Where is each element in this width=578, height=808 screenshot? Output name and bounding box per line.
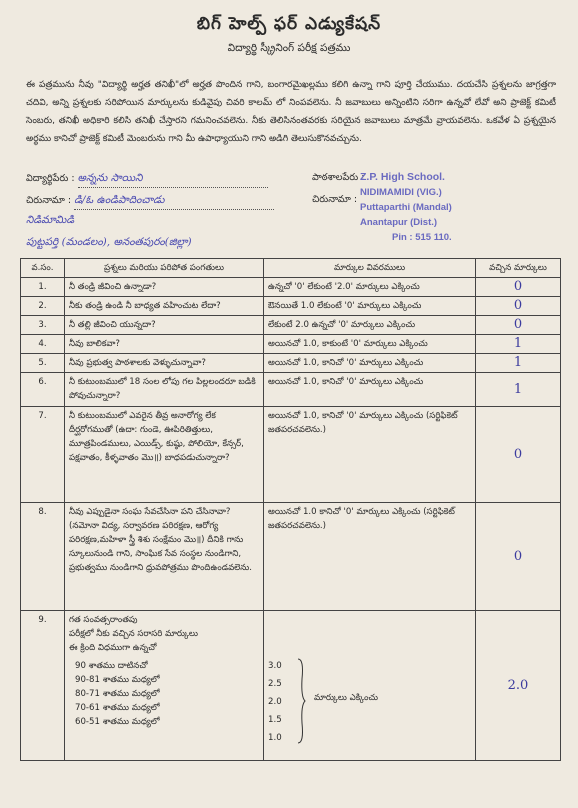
q9-line: పరీక్షలో నీకు వచ్చిన సరాసరి మార్కులు — [69, 629, 198, 639]
criteria-table — [20, 258, 561, 761]
row-marks: లేకుంటే 2.0 ఉన్నచో '0' మార్కులు ఎక్కించు — [264, 316, 476, 335]
row-number: 5. — [21, 354, 65, 373]
row-given-mark[interactable]: 0 — [476, 297, 561, 316]
stamp-line-2: NIDIMAMIDI (VIG.) — [360, 187, 442, 198]
row-number: 9. — [21, 611, 65, 761]
stamp-line-4: Anantapur (Dist.) — [360, 217, 438, 228]
header-given: వచ్చిన మార్కులు — [476, 259, 561, 278]
row-number: 2. — [21, 297, 65, 316]
table-row — [21, 297, 561, 316]
row-question: నీవు ఎప్పుడైనా సంఘ సేవచేసినా పని చేసినావా? (నమోనా విద్య, సర్వావరణ పరిరక్షణ, ఆరోగ్య పరిరక్షణ,మహిళా స్త్రీ శిశు సంక్షేమం మొ॥) దీనికి గాను స్కూలునుండి గాని, సాంఘిక సేవ సంస్థల నుండిగాని, ప్రభుత్వము నుండిగాని ధ్రువపోత్రము పొందిఉండవలెను. — [65, 503, 264, 611]
row-question: నీకు తండ్రి ఉండి నీ బాధ్యత వహించుట లేదా? — [65, 297, 264, 316]
grade-band: 90-81 శాతము మధ్యలో — [75, 675, 160, 685]
grade-band: 70-61 శాతము మధ్యలో — [75, 703, 160, 713]
row-given-mark[interactable]: 0 — [476, 316, 561, 335]
row-marks: అయినచో 1.0 కానిచో '0' మార్కులు ఎక్కించు (సర్టిఫికెట్ జతపరచవలెను.) — [264, 503, 476, 611]
table-row — [21, 278, 561, 297]
form-subtitle: విద్యార్థి స్క్రీనింగ్ పరీక్ష పత్రము — [227, 42, 351, 54]
student-name-value: అన్నను సాయిని — [78, 172, 268, 188]
row-marks: అయినచో 1.0, కానిచో '0' మార్కులు ఎక్కించు — [264, 373, 476, 407]
row-question: నీ కుటుంబములో 18 సంల లోపు గల పిల్లలందరూ బడికి పోవుచున్నారా? — [65, 373, 264, 407]
row-marks: అయినచో 1.0, కానిచో '0' మార్కులు ఎక్కించు — [264, 354, 476, 373]
row-number: 4. — [21, 335, 65, 354]
table-row — [21, 373, 561, 407]
score-instruction: మార్కులు ఎక్కించు — [314, 693, 379, 703]
table-row — [21, 354, 561, 373]
row-marks: ఉన్నచో '0' లేకుంటే '2.0' మార్కులు ఎక్కించు — [264, 278, 476, 297]
score-scale — [268, 657, 471, 747]
q9-line: గత సంవత్సరాంతపు — [69, 615, 138, 625]
row-question-9 — [65, 611, 264, 761]
student-name-label: విద్యార్థిపేరు : — [26, 173, 75, 184]
village-value: నిడిమామిడి — [26, 214, 75, 226]
row-number: 6. — [21, 373, 65, 407]
row-question: నీవు ప్రభుత్వ పాఠశాలకు వెళ్ళుచున్నావా? — [65, 354, 264, 373]
header-no: వ.సం. — [21, 259, 65, 278]
row-number: 1. — [21, 278, 65, 297]
q9-line: ఈ క్రింది విధముగా ఉన్నచో — [69, 643, 157, 653]
row-given-mark[interactable]: 0 — [476, 503, 561, 611]
table-row — [21, 503, 561, 611]
row-marks: ఔనయితే 1.0 లేకుంటే '0' మార్కులు ఎక్కించు — [264, 297, 476, 316]
row-number: 3. — [21, 316, 65, 335]
table-row — [21, 407, 561, 503]
address-field[interactable] — [26, 194, 274, 210]
score-value: 2.0 — [268, 697, 282, 707]
stamp-line-3: Puttaparthi (Mandal) — [360, 202, 452, 213]
stamp-line-5: Pin : 515 110. — [392, 232, 452, 243]
table-row — [21, 316, 561, 335]
row-marks: అయినచో 1.0, కాకుంటే '0' మార్కులు ఎక్కించు — [264, 335, 476, 354]
grade-band: 90 శాతము దాటినచో — [75, 661, 148, 671]
row-marks: అయినచో 1.0, కానిచో '0' మార్కులు ఎక్కించు (సర్టిఫికెట్ జతపరచవలెను.) — [264, 407, 476, 503]
brace-icon — [296, 657, 306, 745]
mandal-value: పుట్టపర్తి (మండలం), అనంతపురం(జిల్లా) — [26, 236, 192, 248]
score-value: 2.5 — [268, 679, 282, 689]
score-value: 1.5 — [268, 715, 282, 725]
row-number: 8. — [21, 503, 65, 611]
table-row — [21, 611, 561, 761]
address2-label: చిరునామా : — [312, 194, 358, 205]
address-label: చిరునామా : — [26, 195, 72, 206]
form-title: బిగ్ హెల్ప్ ఫర్ ఎడ్యుకేషన్ — [196, 14, 382, 34]
school-stamp — [360, 170, 500, 245]
table-row — [21, 335, 561, 354]
row-given-mark[interactable]: 1 — [476, 335, 561, 354]
row-question: నీవు బాలికవా? — [65, 335, 264, 354]
header-question: ప్రశ్నలు మరియు పరిపోత పంగతులు — [65, 259, 264, 278]
student-name-field[interactable] — [26, 172, 268, 188]
school-name-label: పాఠశాలపేరు : — [312, 172, 365, 183]
row-given-mark[interactable]: 2.0 — [476, 611, 561, 761]
header-marks: మార్కుల వివరములు — [264, 259, 476, 278]
row-marks-9 — [264, 611, 476, 761]
row-given-mark[interactable]: 0 — [476, 407, 561, 503]
table-header-row — [21, 259, 561, 278]
row-number: 7. — [21, 407, 65, 503]
row-question: నీ తల్లి జీవించి యున్నదా? — [65, 316, 264, 335]
stamp-line-1: Z.P. High School. — [360, 171, 445, 183]
score-value: 1.0 — [268, 733, 282, 743]
row-given-mark[interactable]: 1 — [476, 354, 561, 373]
row-given-mark[interactable]: 1 — [476, 373, 561, 407]
score-value: 3.0 — [268, 661, 282, 671]
grade-band: 80-71 శాతము మధ్యలో — [75, 689, 160, 699]
grade-band: 60-51 శాతము మధ్యలో — [75, 717, 160, 727]
instructions-paragraph: ఈ పత్రమును నీవు "విద్యార్థి అర్హత తనిఖీ"లో అర్హత పొందిన గాని, బంగారమైఖల్లము కలిగి ఉన్నా గాని పూర్తి చేయుము. దయచేసి ప్రశ్నలను జాగ్రత్తగా చదివి, అన్ని ప్రశ్నలకు సరిపోయిన మార్కులను కుడివైపు చివరి కాలమ్ లో నింపవలెను. నీ జవాబులు అన్నింటిని సరిగా ఉన్నవో లేవో అని ప్రాజెక్ట్ కమిటీ సెంబరు, తనిఖీ అధికారి కలిసి తనిఖీ చేస్తారని గమనించవలెను. నీకు తెలిసినంతవరకు సరియైన జవాబులు మాత్రమే వ్రాయవలెను. ఒకవేళ ఏ ప్రశ్నయైన అర్థము కానిచో ప్రాజెక్ట్ కమిటీ మెంబరును గాని మీ ఉపాధ్యాయుని గాని అడిగి తెలుసుకొనవచ్చును. — [26, 80, 556, 144]
row-question: నీ కుటుంబములో ఎవరైన తీవ్ర అనారోగ్య లేక దీర్ఘరోగముతో (ఉదా: గుండె, ఊపిరితిత్తులు, మూత్రపిండములు, ఎయిడ్స్, కుష్ఠు, పోలియో, కేన్సర్, పక్షవాతం, కీళ్ళవాతం మొ॥) బాధపడుచున్నారా? — [65, 407, 264, 503]
address-value: డి/ఓ ఉండిపాదించాడు — [74, 194, 274, 210]
row-given-mark[interactable]: 0 — [476, 278, 561, 297]
row-question: నీ తండ్రి జీవించి ఉన్నాడా? — [65, 278, 264, 297]
